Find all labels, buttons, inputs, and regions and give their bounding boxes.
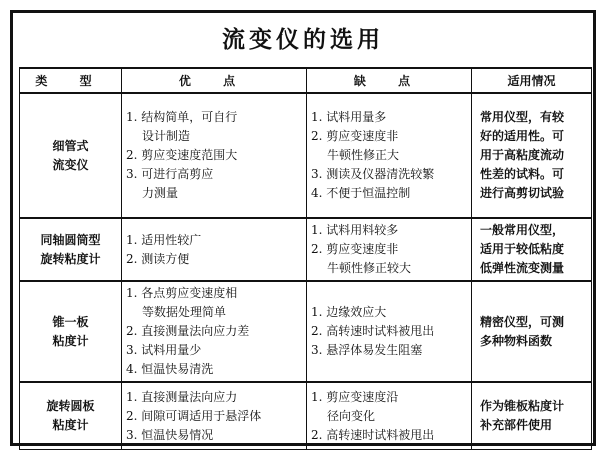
document-frame: [10, 10, 596, 446]
usage-line: 一般常用仪型，: [480, 223, 565, 237]
pros-line: 1. 直接测量法向应力: [126, 389, 238, 404]
cons-line: 径向变化: [327, 408, 376, 423]
cell-type: [20, 382, 122, 450]
header-cons: 缺 点: [307, 68, 472, 93]
cell-pros: [122, 93, 307, 218]
pros-line: 2. 间隙可调适用于悬浮体: [126, 408, 262, 423]
usage-line: 补充部件使用: [480, 418, 553, 432]
header-row: [20, 68, 592, 93]
usage-line: 进行高剪切试验: [480, 186, 565, 200]
cons-line: 牛顿性修正较大: [327, 261, 412, 275]
pros-line: 2. 测读方便: [126, 251, 190, 266]
table-row: [20, 218, 592, 281]
header-type: 类 型: [20, 68, 122, 93]
cell-pros: [122, 218, 307, 281]
cons-line: 3. 悬浮体易发生阻塞: [311, 343, 423, 357]
header-usage: 适用情况: [472, 68, 592, 93]
cell-type: [20, 281, 122, 382]
usage-line: 常用仪型，有较: [480, 110, 565, 124]
pros-line: 2. 直接测量法向应力差: [126, 324, 250, 338]
type-line: 流变仪: [52, 157, 89, 172]
type-line: 粘度计: [52, 418, 89, 432]
cell-usage: [472, 93, 592, 218]
cell-cons: [307, 382, 472, 450]
type-line: 粘度计: [52, 333, 89, 348]
cell-cons: [307, 93, 472, 218]
table-row: [20, 93, 592, 218]
pros-line: 设计制造: [142, 129, 191, 143]
type-line: 旋转圆板: [46, 399, 95, 413]
pros-line: 3. 恒温快易情况: [126, 427, 214, 442]
type-line: 同轴圆筒型: [40, 232, 101, 247]
type-line: 旋转粘度计: [40, 251, 101, 266]
cell-cons: [307, 281, 472, 382]
document-title: 流变仪的选用: [222, 26, 384, 53]
usage-line: 用于高粘度流动: [480, 148, 565, 162]
cons-line: 1. 剪应变速度沿: [311, 389, 399, 404]
pros-line: 4. 恒温快易清洗: [126, 362, 214, 376]
pros-line: 2. 剪应变速度范围大: [126, 148, 238, 162]
header-pros: 优 点: [122, 68, 307, 93]
cons-line: 2. 剪应变速度非: [311, 242, 399, 256]
pros-line: 1. 结构简单，可自行: [126, 110, 238, 124]
cons-line: 1. 试料用料较多: [311, 223, 399, 237]
usage-line: 作为锥板粘度计: [480, 399, 565, 413]
usage-line: 好的适用性。可: [480, 129, 565, 143]
pros-line: 3. 试料用量少: [126, 343, 202, 357]
cons-line: 4. 不便于恒温控制: [311, 186, 411, 200]
pros-line: 1. 适用性较广: [126, 232, 202, 247]
type-line: 细管式: [52, 138, 89, 153]
cell-pros: [122, 382, 307, 450]
cons-line: 1. 试料用量多: [311, 110, 387, 124]
usage-line: 性差的试料。可: [480, 167, 565, 181]
cons-line: 2. 高转速时试料被甩出: [311, 427, 435, 442]
usage-line: 低弹性流变测量: [480, 261, 565, 275]
type-line: 锥一板: [52, 314, 89, 329]
cell-usage: [472, 281, 592, 382]
cell-type: [20, 218, 122, 281]
table-row: [20, 382, 592, 450]
pros-line: 1. 各点剪应变速度相: [126, 286, 238, 300]
pros-line: 3. 可进行高剪应: [126, 167, 214, 181]
cell-type: [20, 93, 122, 218]
usage-line: 多种物料函数: [480, 333, 553, 348]
cons-line: 3. 测读及仪器清洗较繁: [311, 167, 435, 181]
cell-pros: [122, 281, 307, 382]
cell-cons: [307, 218, 472, 281]
table-row: [20, 281, 592, 382]
usage-line: 适用于较低粘度: [480, 242, 565, 256]
cons-line: 2. 高转速时试料被甩出: [311, 324, 435, 338]
cons-line: 牛顿性修正大: [327, 148, 400, 162]
pros-line: 等数据处理简单: [142, 305, 227, 319]
pros-line: 力测量: [142, 186, 179, 200]
cons-line: 1. 边缘效应大: [311, 305, 387, 319]
cons-line: 2. 剪应变速度非: [311, 129, 399, 143]
rheometer-selection-table: [19, 67, 592, 450]
usage-line: 精密仪型，可测: [480, 314, 565, 329]
cell-usage: [472, 218, 592, 281]
cell-usage: [472, 382, 592, 450]
